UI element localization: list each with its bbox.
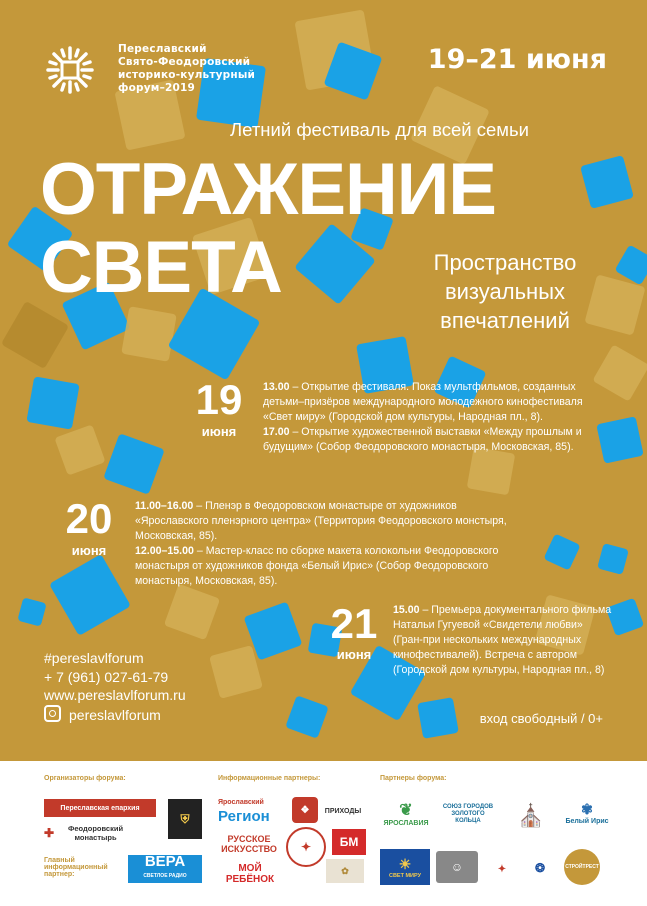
region-name: Регион: [218, 808, 270, 825]
entry-info: вход свободный / 0+: [479, 711, 603, 726]
event-item: [263, 425, 613, 455]
stroytrest-logo: СТРОЙТРЕСТ: [564, 849, 600, 885]
event-time: 13.00: [263, 381, 290, 393]
small-partner-icon: ✿: [326, 859, 364, 883]
event-time: 15.00: [393, 604, 420, 616]
space-tagline-line: впечатлений: [440, 308, 570, 333]
deco-square: [209, 645, 263, 699]
instagram-row[interactable]: [44, 705, 186, 725]
svet-miru-logo: [380, 849, 430, 885]
cathedral-icon: ⛪: [517, 803, 545, 828]
deco-square: [543, 533, 580, 570]
cross-icon: ✚: [44, 826, 55, 840]
day-number: 19: [195, 376, 243, 423]
deco-square: [49, 554, 131, 636]
deco-square: [103, 433, 165, 495]
leaf-icon: ❦: [399, 801, 413, 819]
iris-name: Белый Ирис: [565, 818, 609, 825]
fish-logo-icon: ❂: [534, 861, 546, 875]
vera-title: ВЕРА: [144, 853, 186, 870]
deco-square: [17, 597, 46, 626]
event-time: 12.00–15.00: [135, 545, 194, 557]
forum-name: [118, 43, 255, 95]
event-item: [263, 380, 613, 425]
phone-number[interactable]: + 7 (961) 027-61-79: [44, 668, 169, 685]
event-item: [393, 603, 615, 678]
yaroslavia-name: ЯРОСЛАВИЯ: [383, 819, 429, 827]
deco-square: [285, 695, 329, 739]
event-text: – Пленэр в Феодоровском монастыре от художников «Ярославского пленэрного центра» (Территория Феодоровского монстыря, Московская, 85).: [135, 500, 507, 542]
day-month: июня: [201, 424, 237, 439]
deco-square: [26, 376, 79, 429]
day-number: 20: [65, 495, 113, 542]
deco-square: [417, 697, 459, 739]
space-tagline-line: Пространство: [433, 250, 577, 275]
golden-ring-logo: СОЮЗ ГОРОДОВ ЗОЛОТОГО КОЛЬЦА: [442, 803, 494, 824]
svet-miru-name: СВЕТ МИРУ: [388, 872, 422, 879]
festival-subtitle: Летний фестиваль для всей семьи: [230, 119, 529, 140]
festival-dates: 19–21 июня: [427, 44, 607, 75]
event-item: [135, 499, 515, 544]
round-emblem-icon: ✦: [286, 827, 326, 867]
deco-square: [1, 301, 69, 369]
instagram-handle[interactable]: pereslavlforum: [69, 706, 161, 723]
vera-subtitle: СВЕТЛОЕ РАДИО: [143, 873, 187, 879]
russkoe-iskusstvo-logo: РУССКОЕ ИСКУССТВО: [221, 834, 277, 854]
forum-logo-icon: [44, 44, 96, 96]
forum-name-line: Переславский: [118, 43, 207, 55]
day-events: [393, 603, 615, 678]
deco-square: [121, 306, 177, 362]
city-emblem-icon: ⛨: [168, 799, 202, 839]
event-time: 11.00–16.00: [135, 500, 194, 512]
day-events: [135, 499, 515, 589]
region-top: Ярославский: [218, 799, 264, 806]
festival-title-line-1: ОТРАЖЕНИЕ: [40, 149, 496, 230]
main-partner-heading: Главный информационный партнер:: [44, 857, 108, 878]
day-number: 21: [330, 600, 378, 647]
sun-icon: ☀: [398, 855, 412, 872]
forum-name-line: Свято-Феодоровский: [118, 56, 251, 68]
day-month: июня: [71, 543, 107, 558]
forum-name-line: форум–2019: [118, 82, 196, 94]
instagram-icon: [44, 705, 61, 722]
event-item: [135, 544, 515, 589]
event-time: 17.00: [263, 426, 290, 438]
bm-logo: БМ: [332, 829, 366, 855]
forum-name-line: историко-культурный: [118, 69, 256, 81]
partners-footer: [0, 761, 647, 906]
beliy-iris-logo: [562, 795, 612, 831]
space-tagline: [400, 248, 610, 335]
monastery-name: Феодоровский монастырь: [67, 824, 124, 842]
iris-icon: ✾: [581, 801, 593, 817]
portrait-icon: ☺: [436, 851, 478, 883]
deco-square: [54, 424, 105, 475]
day-month: июня: [336, 647, 372, 662]
vera-radio-logo: [128, 855, 202, 883]
event-text: – Открытие фестиваля. Показ мультфильмов, созданных детьми–призёров международного молодежного кинофестиваля «Свет миру» (Городской дом культуры, Народная пл., 8).: [263, 381, 583, 423]
partners-heading: Партнеры форума:: [380, 775, 447, 782]
space-tagline-line: визуальных: [444, 279, 566, 304]
website-link[interactable]: www.pereslavlforum.ru: [44, 687, 186, 703]
hashtag[interactable]: #pereslavlforum: [44, 650, 144, 666]
deco-square: [580, 155, 634, 209]
ornament-logo-icon: ❖: [292, 797, 318, 823]
event-text: – Открытие художественной выставки «Между прошлым и будущим» (Собор Феодоровского монастыря, Московская, 85).: [263, 426, 582, 453]
day-events: [263, 380, 613, 455]
info-partners-heading: Информационные партнеры:: [218, 775, 321, 782]
deco-square: [164, 584, 220, 640]
kids-logo-icon: ✦: [497, 863, 507, 875]
contacts: [44, 649, 186, 724]
festival-title-line-2: СВЕТА: [40, 227, 282, 308]
organizers-heading: Организаторы форума:: [44, 775, 126, 782]
eparchy-logo: Переславская епархия: [44, 799, 156, 817]
moy-rebenok-logo: МОЙ РЕБЁНОК: [225, 863, 275, 885]
yar-region-logo: [218, 795, 288, 825]
event-text: – Премьера документального фильма Натальи Гугуевой «Свидетели любви» (Гран-при нескольких международных кинофестивалей). Встреча с автором (Городской дом культуры, Народная пл., 8): [393, 604, 612, 676]
event-text: – Мастер-класс по сборке макета колокольни Феодоровского монастыря от художников фонда «Белый Ирис» (Собор Феодоровского монастыря, Московская, 85).: [135, 545, 499, 587]
deco-square: [597, 543, 629, 575]
prikhody-logo: ПРИХОДЫ: [324, 807, 362, 815]
yaroslavia-logo: [378, 791, 434, 835]
monastery-logo: [44, 823, 134, 843]
